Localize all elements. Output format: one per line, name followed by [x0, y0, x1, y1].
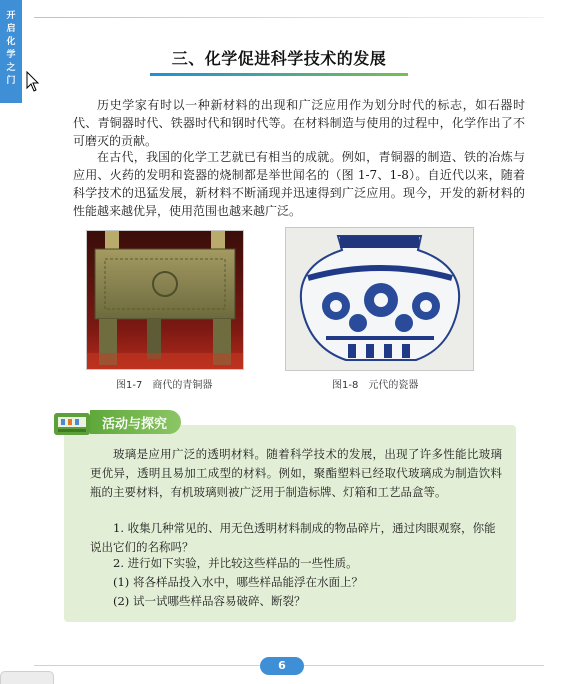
- figure-caption-2: 图1-8 元代的瓷器: [332, 380, 419, 391]
- top-divider: [34, 17, 544, 18]
- side-tab-char: 启: [6, 24, 16, 34]
- activity-intro: 玻璃是应用广泛的透明材料。随着科学技术的发展，出现了许多性能比玻璃更优异，透明且易加工成型的材料。例如，聚酯塑料已经取代玻璃成为制造饮料瓶的主要材料，有机玻璃则被广泛用于制造标牌、灯箱和工艺品盒等。: [90, 447, 502, 499]
- section-heading: [150, 46, 408, 76]
- laboratory-icon: [52, 407, 94, 437]
- bronze-ware-image: [86, 230, 244, 370]
- side-tab-char: 化: [6, 37, 16, 47]
- body-paragraph-2: 在古代，我国的化学工艺就已有相当的成就。例如，青铜器的制造、铁的冶炼与应用、火药的发明和瓷器的烧制都是举世闻名的（图 1-7、1-8）。自近代以来，随着科学技术的迅猛发展，新材料不断涌现并迅速得到广泛应用。现今，开发的新材料的性能越来越优异，使用范围也越来越广泛。: [73, 150, 525, 218]
- page-number: 6: [260, 657, 304, 675]
- activity-label: 活动与探究: [90, 410, 181, 434]
- porcelain-image: [285, 227, 474, 371]
- chapter-side-tab: [0, 0, 22, 103]
- activity-item-2b: (2) 试一试哪些样品容易破碎、断裂？: [113, 594, 306, 608]
- mouse-cursor-icon: [26, 71, 40, 93]
- activity-item-1: 1. 收集几种常见的、用无色透明材料制成的物品碎片，通过肉眼观察，你能说出它们的名称吗？: [90, 521, 496, 554]
- figure-caption-1: 图1-7 商代的青铜器: [116, 380, 213, 391]
- viewer-bottom-tab[interactable]: [0, 671, 54, 684]
- activity-item-2a: (1) 将各样品投入水中，哪些样品能浮在水面上？: [113, 575, 363, 589]
- side-tab-char: 门: [6, 76, 16, 86]
- activity-header: [52, 407, 181, 437]
- title-underline: [150, 73, 408, 76]
- side-tab-char: 学: [6, 50, 16, 60]
- side-tab-char: 开: [6, 11, 16, 21]
- side-tab-char: 之: [6, 63, 16, 73]
- activity-item-2: 2. 进行如下实验，并比较这些样品的一些性质。: [113, 556, 358, 570]
- section-title: 三、化学促进科学技术的发展: [171, 49, 387, 68]
- body-paragraph-1: 历史学家有时以一种新材料的出现和广泛应用作为划分时代的标志，如石器时代、青铜器时代、铁器时代和钢时代等。在材料制造与使用的过程中，化学作出了不可磨灭的贡献。: [73, 98, 525, 148]
